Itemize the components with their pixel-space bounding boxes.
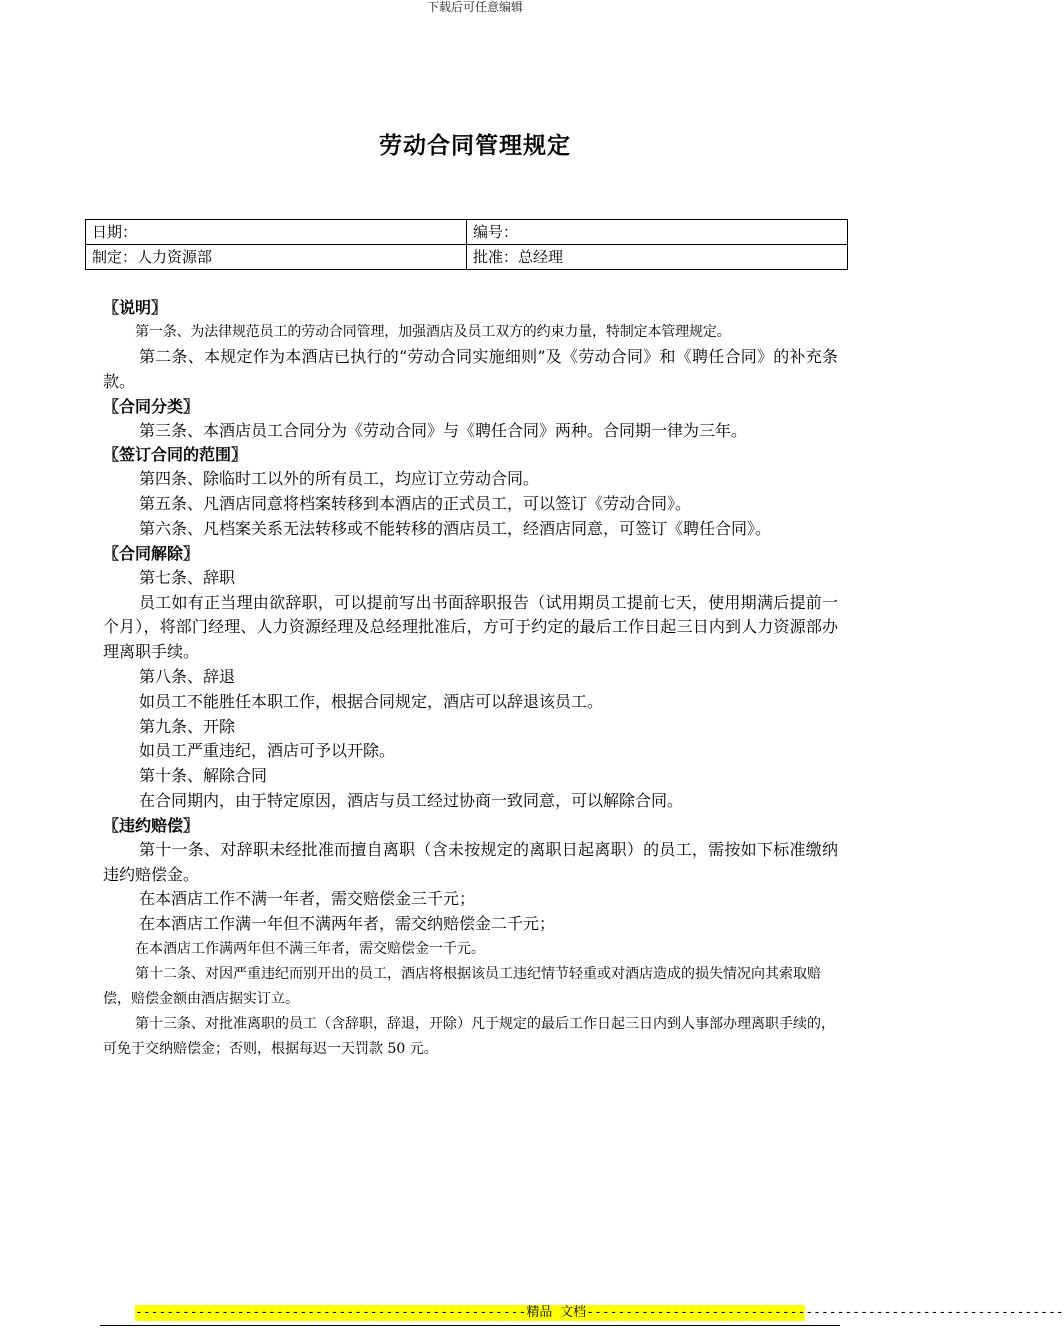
footer-left-dashes: -------------------------------------------------- (135, 1305, 527, 1320)
footer-label: 精品 文档 (526, 1305, 587, 1320)
header-note: 下载后可任意编辑 (426, 0, 523, 14)
article-7-body: 员工如有正当理由欲辞职，可以提前写出书面辞职报告（试用期员工提前七天，使用期满后提前一个月），将部门经理、人力资源经理及总经理批准后，方可于约定的最后工作日起三日内到人力资源部办理离职手续。 (103, 592, 838, 662)
footer-right-dashes: ------------------------------------------------------------- (586, 1305, 1064, 1320)
made-by-cell: 制定：人力资源部 (86, 245, 467, 270)
section-heading-scope: 〖签订合同的范围〗 (103, 445, 248, 465)
article-8-body: 如员工不能胜任本职工作，根据合同规定，酒店可以辞退该员工。 (139, 691, 604, 711)
section-heading-termination: 〖合同解除〗 (103, 543, 200, 563)
article-1: 第一条、为法律规范员工的劳动合同管理，加强酒店及员工双方的约束力量，特制定本管理规定。 (135, 324, 731, 340)
article-10-title: 第十条、解除合同 (139, 766, 268, 786)
section-heading-explanation: 〖说明〗 (103, 298, 168, 317)
meta-row (86, 220, 848, 245)
article-3: 第三条、本酒店员工合同分为《劳动合同》与《聘任合同》两种。合同期一律为三年。 (139, 420, 748, 440)
article-8-title: 第八条、辞退 (139, 666, 236, 686)
section-heading-classification: 〖合同分类〗 (103, 396, 200, 416)
article-13: 第十三条、对批准离职的员工（含辞职，辞退，开除）凡于规定的最后工作日起三日内到人事部办理离职手续的，可免于交纳赔偿金；否则，根据每迟一天罚款 50 元。 (103, 1015, 835, 1057)
article-4: 第四条、除临时工以外的所有员工，均应订立劳动合同。 (139, 469, 540, 489)
article-9-body: 如员工严重违纪，酒店可予以开除。 (139, 741, 396, 761)
number-cell: 编号： (467, 220, 848, 245)
section-heading-compensation: 〖违约赔偿〗 (103, 815, 200, 835)
article-5: 第五条、凡酒店同意将档案转移到本酒店的正式员工，可以签订《劳动合同》。 (139, 494, 692, 514)
article-11-item-1: 在本酒店工作不满一年者，需交赔偿金三千元； (139, 889, 476, 909)
date-cell: 日期： (86, 220, 467, 245)
article-12: 第十二条、对因严重违纪而别开出的员工，酒店将根据该员工违纪情节轻重或对酒店造成的损失情况向其索取赔偿，赔偿金额由酒店据实订立。 (103, 965, 821, 1007)
article-11-item-2: 在本酒店工作满一年但不满两年者，需交纳赔偿金二千元； (139, 914, 556, 934)
approved-by-cell: 批准：总经理 (467, 245, 848, 270)
footer-banner (135, 1305, 1064, 1321)
meta-row (86, 245, 848, 270)
meta-table (85, 219, 848, 270)
article-11-item-3: 在本酒店工作满两年但不满三年者，需交赔偿金一千元。 (135, 940, 485, 957)
article-10-body: 在合同期内，由于特定原因，酒店与员工经过协商一致同意，可以解除合同。 (139, 790, 684, 810)
document-title: 劳动合同管理规定 (379, 133, 571, 159)
article-2: 第二条、本规定作为本酒店已执行的“劳动合同实施细则”及《劳动合同》和《聘任合同》的补充条款。 (103, 347, 838, 391)
footer-rule (100, 1325, 840, 1326)
article-7-title: 第七条、辞职 (139, 567, 236, 587)
document-body (103, 296, 838, 1062)
article-6: 第六条、凡档案关系无法转移或不能转移的酒店员工，经酒店同意，可签订《聘任合同》。 (139, 518, 772, 538)
article-11: 第十一条、对辞职未经批准而擅自离职（含未按规定的离职日起离职）的员工，需按如下标准缴纳违约赔偿金。 (103, 839, 838, 884)
article-9-title: 第九条、开除 (139, 716, 236, 736)
